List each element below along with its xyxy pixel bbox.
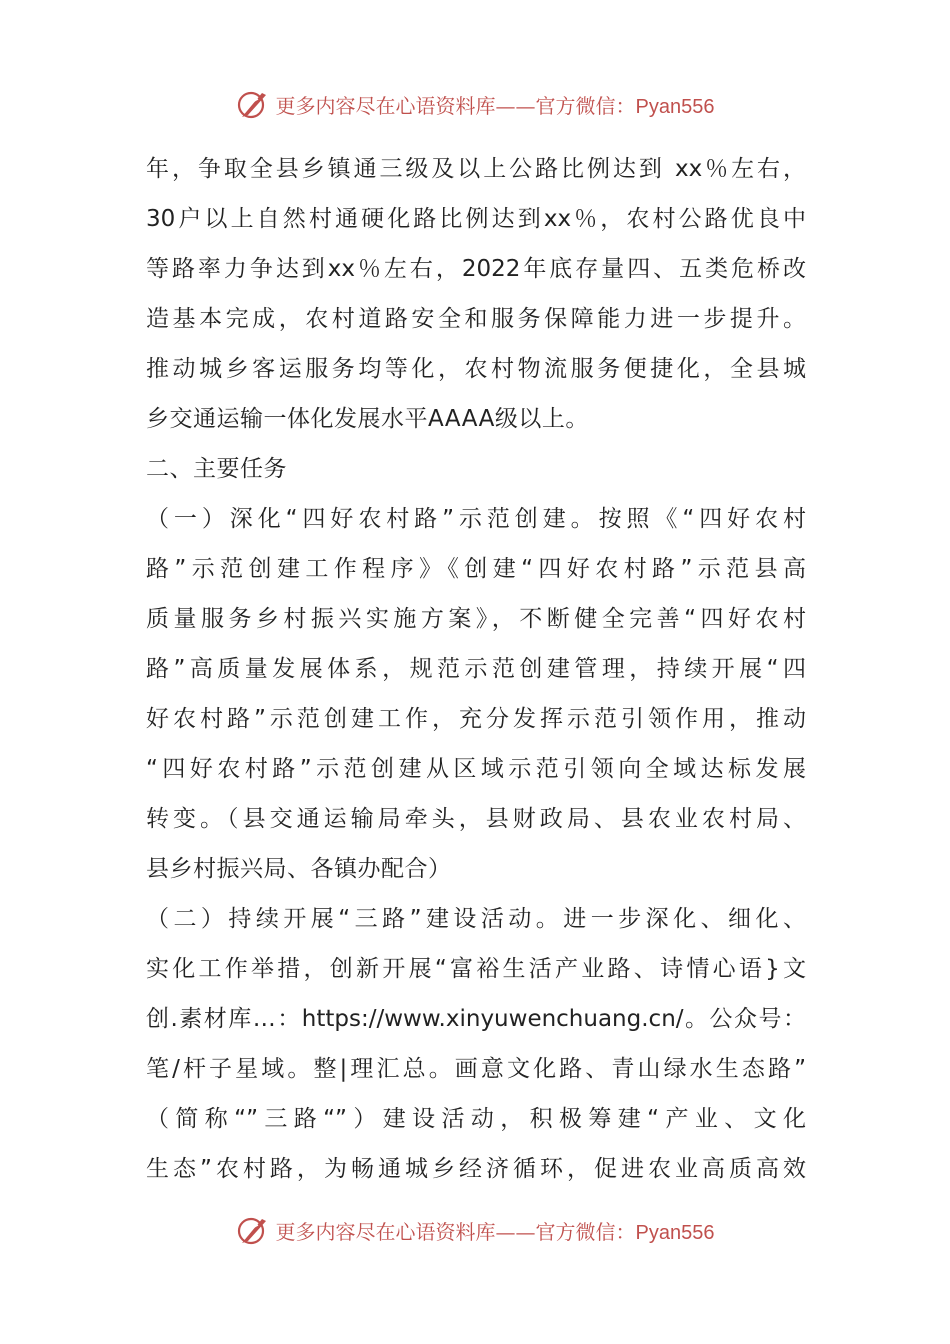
text-line: 县乡村振兴局、各镇办配合） (146, 856, 452, 882)
text-line: 乡交通运输一体化发展水平AAAA级以上。 (146, 406, 589, 432)
text-line: （简称“”三路“”）建设活动，积极筹建“产业、文化 (146, 1106, 806, 1132)
text-line: （二）持续开展“三路”建设活动。进一步深化、细化、 (146, 906, 806, 932)
quill-logo-icon (236, 1213, 270, 1247)
text-line: 好农村路”示范创建工作，充分发挥示范引领作用，推动 (146, 706, 806, 732)
text-line: 造基本完成，农村道路安全和服务保障能力进一步提升。 (146, 306, 806, 332)
text-line: 二、主要任务 (146, 456, 287, 482)
text-line: 推动城乡客运服务均等化，农村物流服务便捷化，全县城 (146, 356, 806, 382)
text-line: 质量服务乡村振兴实施方案》，不断健全完善“四好农村 (146, 606, 806, 632)
text-line: 生态”农村路，为畅通城乡经济循环，促进农业高质高效 (146, 1156, 806, 1182)
text-line: 路”高质量发展体系，规范示范创建管理，持续开展“四 (146, 656, 806, 682)
quill-logo-icon (236, 87, 270, 121)
text-line: 等路率力争达到xx％左右，2022年底存量四、五类危桥改 (146, 256, 806, 282)
text-line: 创.素材库…：https://www.xinyuwenchuang.cn/。公众号： (146, 1006, 806, 1032)
text-line: 转变。（县交通运输局牵头，县财政局、县农业农村局、 (146, 806, 806, 832)
text-line: 路”示范创建工作程序》《创建“四好农村路”示范县高 (146, 556, 806, 582)
text-line: （一）深化“四好农村路”示范创建。按照《“四好农村 (146, 506, 806, 532)
text-line: “四好农村路”示范创建从区域示范引领向全域达标发展 (146, 756, 806, 782)
banner-text: 更多内容尽在心语资料库——官方微信：Pyan556 (275, 93, 715, 118)
text-line: 笔/杆子星域。整|理汇总。画意文化路、青山绿水生态路” (146, 1056, 806, 1082)
text-line: 实化工作举措，创新开展“富裕生活产业路、诗情心语}文 (146, 956, 806, 982)
document-body (146, 144, 806, 1194)
footer-watermark-banner (0, 1208, 950, 1252)
header-watermark-banner (0, 82, 950, 126)
text-line: 年，争取全县乡镇通三级及以上公路比例达到 xx％左右， (146, 156, 806, 182)
text-line: 30户以上自然村通硬化路比例达到xx％，农村公路优良中 (146, 206, 806, 232)
banner-text: 更多内容尽在心语资料库——官方微信：Pyan556 (275, 1219, 715, 1244)
